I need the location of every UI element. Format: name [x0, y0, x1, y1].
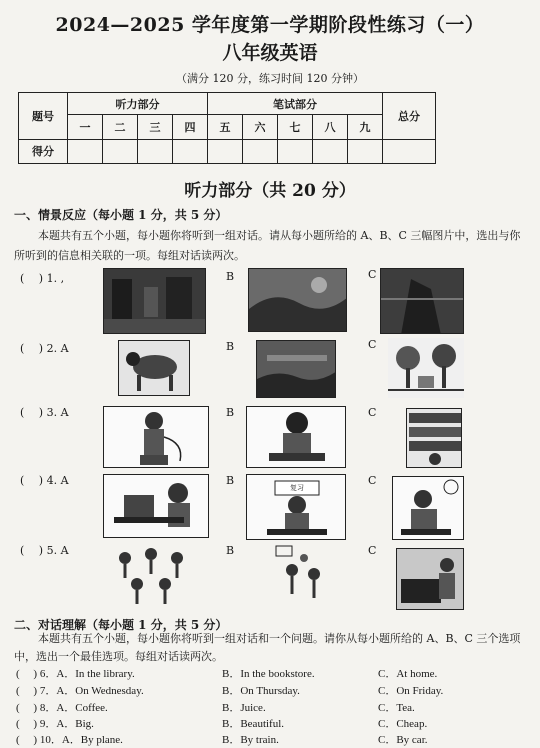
part-number: 二	[103, 115, 138, 139]
q2-option-a-image[interactable]	[118, 340, 190, 396]
question-7-c[interactable]: C．On Friday.	[378, 685, 444, 697]
question-7-b[interactable]: B．On Thursday.	[222, 685, 300, 697]
question-5-label: ( ) 5. A	[20, 544, 69, 557]
q1-option-c-image[interactable]	[380, 268, 464, 334]
score-cell[interactable]	[103, 139, 138, 163]
total-label: 总分	[383, 93, 436, 140]
score-cell[interactable]	[243, 139, 278, 163]
q1-option-c-letter: C	[368, 268, 377, 281]
part-number: 四	[173, 115, 208, 139]
part-number: 八	[313, 115, 348, 139]
total-score-cell[interactable]	[383, 139, 436, 163]
q3-option-c-image[interactable]	[406, 408, 462, 468]
part2-heading: 二、对话理解（每小题 1 分，共 5 分）	[14, 618, 228, 632]
part-number: 三	[138, 115, 173, 139]
question-6-a[interactable]: ( ) 6．A．In the library.	[16, 668, 135, 680]
writing-header: 笔试部分	[208, 93, 383, 115]
exam-title: 2024—2025 学年度第一学期阶段性练习（一）	[55, 14, 485, 36]
q3-option-b-image[interactable]	[246, 406, 346, 468]
question-9-c[interactable]: C．Cheap.	[378, 718, 428, 730]
question-6-c[interactable]: C．At home.	[378, 668, 438, 680]
part-number: 一	[68, 115, 103, 139]
q5-option-c-letter: C	[368, 544, 377, 557]
part1-instruction: 本题共有五个小题，每小题你将听到一组对话。请从每小题所给的 A、B、C 三幅图片中，选出与你所听到的信息相关联的一项。每组对话读两次。	[14, 229, 521, 262]
score-table	[18, 92, 436, 164]
question-10-a[interactable]: ( ) 10．A．By plane.	[16, 734, 123, 746]
score-cell[interactable]	[173, 139, 208, 163]
score-cell[interactable]	[208, 139, 243, 163]
score-cell[interactable]	[313, 139, 348, 163]
question-7-a[interactable]: ( ) 7．A．On Wednesday.	[16, 685, 144, 697]
score-cell[interactable]	[278, 139, 313, 163]
listening-section-title: 听力部分（共 20 分）	[184, 181, 356, 201]
q4-option-c-letter: C	[368, 474, 377, 487]
exam-subtitle: 八年级英语	[222, 42, 318, 64]
question-number-label: 题号	[19, 93, 68, 140]
q2-option-c-letter: C	[368, 338, 377, 351]
part-number: 九	[348, 115, 383, 139]
question-10-c[interactable]: C．By car.	[378, 734, 428, 746]
q5-option-c-image[interactable]	[396, 548, 464, 610]
q3-option-c-letter: C	[368, 406, 377, 419]
question-9-b[interactable]: B．Beautiful.	[222, 718, 285, 730]
q5-option-a-image[interactable]	[103, 544, 209, 610]
q4-option-b-letter: B	[226, 474, 235, 487]
q1-option-b-letter: B	[226, 270, 235, 283]
board-text: 复习	[290, 484, 304, 492]
q2-option-b-letter: B	[226, 340, 235, 353]
q2-option-b-image[interactable]	[256, 340, 336, 398]
score-cell[interactable]	[138, 139, 173, 163]
question-3-label: ( ) 3. A	[20, 406, 69, 419]
part-number: 五	[208, 115, 243, 139]
score-label: 得分	[19, 139, 68, 163]
part-number: 七	[278, 115, 313, 139]
q4-option-a-image[interactable]	[103, 474, 209, 538]
listening-header: 听力部分	[68, 93, 208, 115]
q1-option-a-image[interactable]	[103, 268, 206, 334]
question-4-label: ( ) 4. A	[20, 474, 69, 487]
part2-instruction: 本题共有五个小题，每小题你将听到一组对话和一个问题。请你从每小题所给的 A、B、C 三个选项中，选出一个最佳选项。每组对话读两次。	[14, 632, 521, 663]
score-cell[interactable]	[348, 139, 383, 163]
question-6-b[interactable]: B．In the bookstore.	[222, 668, 315, 680]
question-10-b[interactable]: B．By train.	[222, 734, 279, 746]
q3-option-a-image[interactable]	[103, 406, 209, 468]
exam-note: （满分 120 分，练习时间 120 分钟）	[176, 72, 364, 85]
question-8-c[interactable]: C．Tea.	[378, 702, 415, 714]
q4-option-c-image[interactable]	[392, 476, 464, 540]
question-8-b[interactable]: B．Juice.	[222, 702, 266, 714]
q5-option-b-letter: B	[226, 544, 235, 557]
part1-heading: 一、情景反应（每小题 1 分，共 5 分）	[14, 208, 228, 222]
q4-option-b-image[interactable]	[246, 474, 346, 540]
question-1-label: ( ) 1. ,	[20, 272, 65, 285]
q3-option-b-letter: B	[226, 406, 235, 419]
part-number: 六	[243, 115, 278, 139]
question-2-label: ( ) 2. A	[20, 342, 69, 355]
q1-option-b-image[interactable]	[248, 268, 347, 332]
q2-option-c-image[interactable]	[388, 338, 464, 398]
q5-option-b-image[interactable]	[270, 544, 332, 610]
question-8-a[interactable]: ( ) 8．A．Coffee.	[16, 702, 108, 714]
question-9-a[interactable]: ( ) 9．A．Big.	[16, 718, 94, 730]
score-cell[interactable]	[68, 139, 103, 163]
